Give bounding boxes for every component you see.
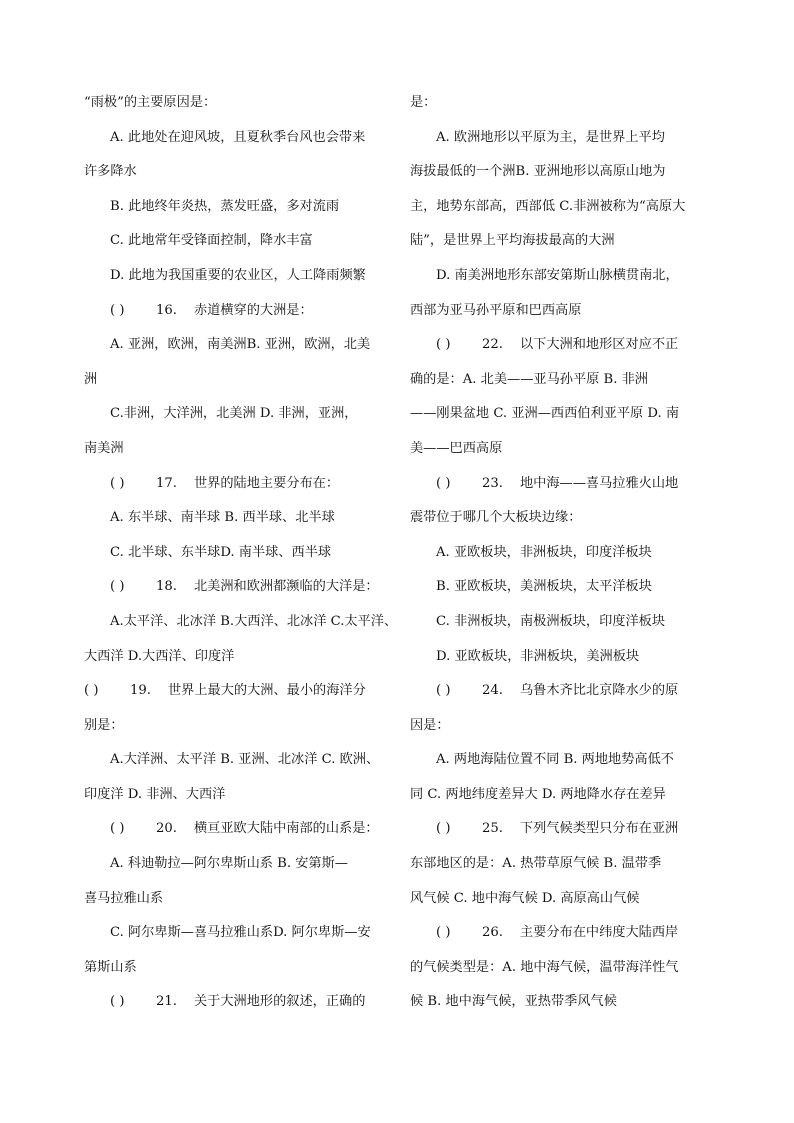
question-line [410,812,710,847]
text-line: 印度洋 D. 非洲、大西洋 [84,786,226,802]
question-text: 世界上最大的大洲、最小的海洋分 [168,683,366,699]
answer-blank: ( ) [436,821,451,837]
question-line [84,467,384,502]
text-line: C. 北半球、东半球D. 南半球、西半球 [110,544,332,560]
question-number: 22. [482,337,503,353]
text-line: C. 非洲板块，南极洲板块，印度洋板块 [436,613,666,629]
answer-blank: ( ) [84,683,99,699]
question-number: 26. [482,925,503,941]
answer-blank: ( ) [110,475,125,491]
text-line: A. 亚欧板块，非洲板块，印度洋板块 [436,544,652,560]
question-text: 北美洲和欧洲都濒临的大洋是： [194,579,379,595]
text-line: D. 南美洲地形东部安第斯山脉横贯南北， [436,267,679,283]
answer-blank: ( ) [110,579,125,595]
text-line: A. 亚洲，欧洲，南美洲B. 亚洲，欧洲，北美 [110,337,371,353]
right-column [410,86,710,1020]
text-line: B. 此地终年炎热，蒸发旺盛，多对流雨 [110,198,340,214]
text-line: B. 亚欧板块，美洲板块，太平洋板块 [436,579,652,595]
question-line [84,294,384,329]
text-line: 震带位于哪几个大板块边缘： [410,510,582,526]
text-line: 西部为亚马孙平原和巴西高原 [410,302,582,318]
question-line [410,467,710,502]
answer-blank: ( ) [110,821,125,837]
question-line [410,328,710,363]
question-text: 主要分布在中纬度大陆西岸 [520,925,679,941]
text-line: 大西洋 D.大西洋、印度洋 [84,648,235,664]
text-line: A. 欧洲地形以平原为主，是世界上平均 [436,129,665,145]
question-number: 21. [156,994,177,1010]
text-line: C. 阿尔卑斯—喜马拉雅山系D. 阿尔卑斯—安 [110,925,371,941]
text-line: C. 此地常年受锋面控制，降水丰富 [110,233,313,249]
text-line: 别是： [84,717,124,733]
answer-blank: ( ) [436,337,451,353]
question-text: 以下大洲和地形区对应不正 [520,337,679,353]
text-line: 确的是：A. 北美——亚马孙平原 B. 非洲 [410,371,648,387]
text-line: 美——巴西高原 [410,440,503,456]
question-number: 17. [156,475,177,491]
text-line: A. 两地海陆位置不同 B. 两地地势高低不 [436,752,674,768]
text-line: A.太平洋、北冰洋 B.大西洋、北冰洋 C.太平洋、 [110,613,398,629]
text-line: 是： [410,95,437,110]
question-text: 关于大洲地形的叙述，正确的 [194,994,366,1010]
answer-blank: ( ) [110,994,125,1010]
text-line: 南美洲 [84,440,124,456]
question-number: 23. [482,475,503,491]
text-line: 的气候类型是：A. 地中海气候，温带海洋性气 [410,959,679,975]
question-number: 18. [156,579,177,595]
question-number: 20. [156,821,177,837]
question-text: 横亘亚欧大陆中南部的山系是： [194,821,379,837]
question-line [410,674,710,709]
question-number: 16. [156,302,177,318]
text-line: 海拔最低的一个洲B. 亚洲地形以高原山地为 [410,164,666,180]
text-line: 风气候 C. 地中海气候 D. 高原高山气候 [410,890,640,906]
text-line: 第斯山系 [84,959,137,975]
question-line [84,985,384,1020]
text-line: 因是： [410,717,450,733]
text-line: A. 东半球、南半球 B. 西半球、北半球 [110,510,335,526]
text-line: 东部地区的是：A. 热带草原气候 B. 温带季 [410,856,662,872]
text-line: 陆”，是世界上平均海拔最高的大洲 [410,233,615,249]
question-line [84,674,384,709]
question-line [410,916,710,951]
answer-blank: ( ) [110,302,125,318]
question-number: 24. [482,683,503,699]
text-line: 许多降水 [84,164,137,180]
question-text: 世界的陆地主要分布在： [194,475,340,491]
question-text: 地中海——喜马拉雅火山地 [520,475,679,491]
question-text: 下列气候类型只分布在亚洲 [520,821,679,837]
text-line: A. 科迪勒拉—阿尔卑斯山系 B. 安第斯— [110,856,348,872]
question-line [84,570,384,605]
text-line: 喜马拉雅山系 [84,890,164,906]
text-line: 洲 [84,371,98,387]
text-line: C.非洲，大洋洲，北美洲 D. 非洲，亚洲， [110,406,358,422]
answer-blank: ( ) [436,475,451,491]
text-line: A. 此地处在迎风坡，且夏秋季台风也会带来 [110,129,366,145]
text-line: D. 此地为我国重要的农业区，人工降雨频繁 [110,267,366,283]
question-text: 乌鲁木齐比北京降水少的原 [520,683,679,699]
question-text: 赤道横穿的大洲是： [194,302,313,318]
answer-blank: ( ) [436,683,451,699]
text-line: 候 B. 地中海气候，亚热带季风气候 [410,994,617,1010]
question-line [84,812,384,847]
text-line: A.大洋洲、太平洋 B. 亚洲、北冰洋 C. 欧洲、 [110,752,380,768]
text-line: 主，地势东部高，西部低 C.非洲被称为“高原大 [410,198,686,214]
question-number: 25. [482,821,503,837]
text-line: “雨极”的主要原因是： [84,95,217,110]
answer-blank: ( ) [436,925,451,941]
text-line: ——刚果盆地 C. 亚洲—西西伯利亚平原 D. 南 [410,406,680,422]
text-line: D. 亚欧板块，非洲板块，美洲板块 [436,648,640,664]
text-line: 同 C. 两地纬度差异大 D. 两地降水存在差异 [410,786,666,802]
question-number: 19. [130,683,151,699]
left-column [84,86,398,1020]
